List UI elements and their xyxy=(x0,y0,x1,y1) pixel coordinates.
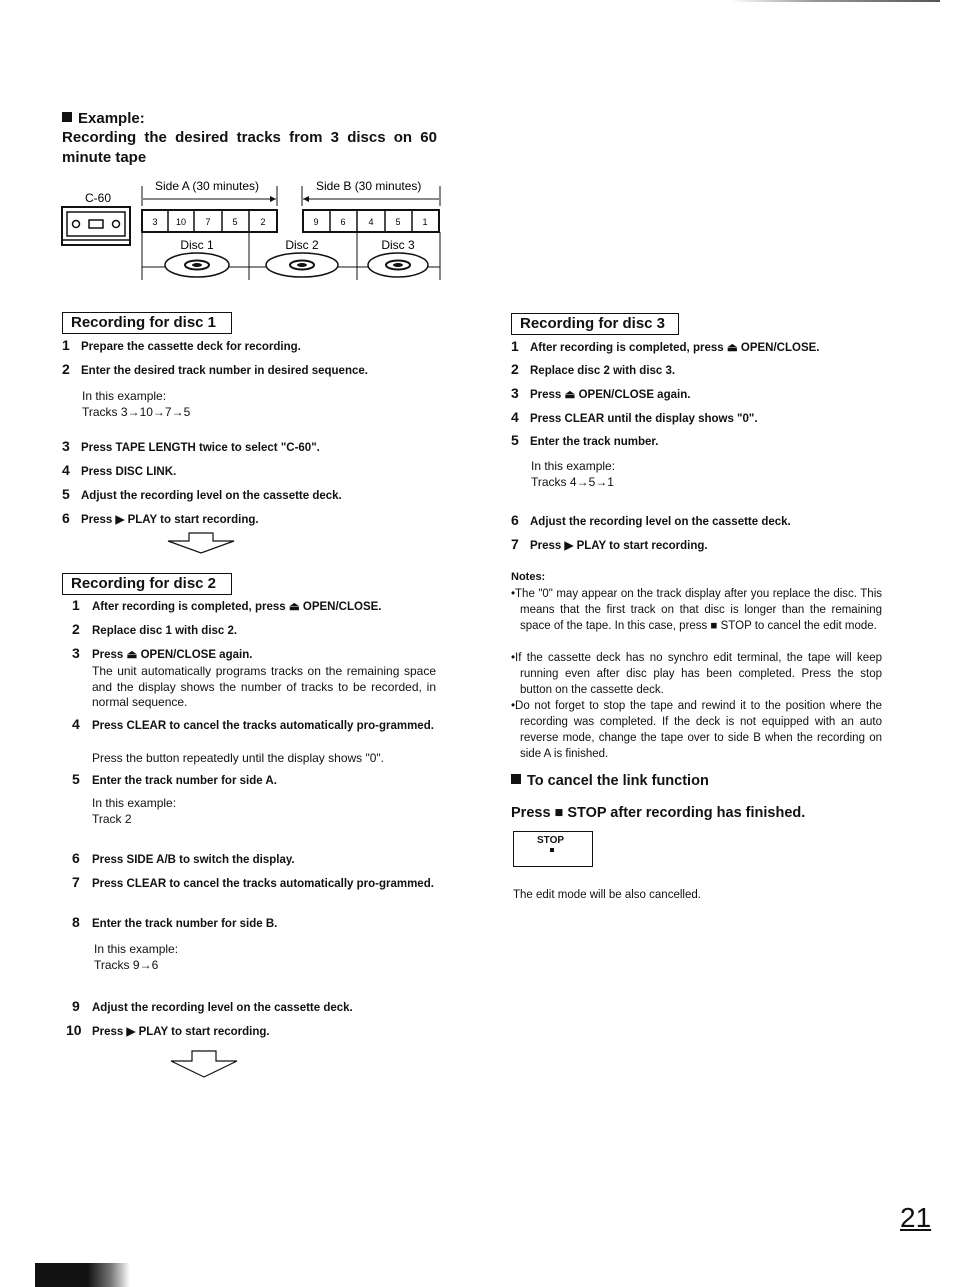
step: 2 Replace disc 1 with disc 2. xyxy=(72,621,238,637)
example-tracks: Tracks 9→6 xyxy=(94,958,159,972)
step: 4 Press CLEAR until the display shows "0". xyxy=(511,409,758,425)
bullet-square-icon xyxy=(62,112,72,122)
step: 7 Press CLEAR to cancel the tracks automatically pro-grammed. xyxy=(72,874,434,890)
example-intro: In this example: xyxy=(94,942,179,956)
example-label: Example: xyxy=(62,110,145,127)
tape-diagram xyxy=(55,176,445,286)
track-cell: 10 xyxy=(175,217,187,227)
down-arrow-icon xyxy=(165,531,237,555)
step: 6 Press SIDE A/B to switch the display. xyxy=(72,850,295,866)
step3-description: The unit automatically programs tracks on the remaining space and the display shows the number of tracks to be recorded, in normal sequence. xyxy=(92,664,436,709)
track-cell: 6 xyxy=(340,217,346,227)
example-intro: In this example: xyxy=(531,459,616,473)
note-item: •The "0" may appear on the track display after you replace the disc. This means that the first track on that disc is longer than the remaining space of the tape. In this case, press ■ STOP to cancel the edit mode. xyxy=(511,588,882,632)
track-cell: 2 xyxy=(260,217,266,227)
track-cell: 9 xyxy=(313,217,319,227)
disc-icon xyxy=(165,253,229,277)
example-tracks: Tracks 3→10→7→5 xyxy=(82,405,191,419)
scan-edge-line xyxy=(730,0,940,2)
notes-heading: Notes: xyxy=(511,571,546,583)
note-item: •Do not forget to stop the tape and rewind it to the position where the recording was completed. If the deck is not equipped with an auto reverse mode, change the tape over to side B when the recording on side A is finished. xyxy=(511,700,882,760)
track-cell: 7 xyxy=(205,217,211,227)
cancel-instruction: Press ■ STOP after recording has finished. xyxy=(511,805,806,821)
step: 3 Press ⏏ OPEN/CLOSE again. xyxy=(72,645,253,661)
step: 5 Enter the track number for side A. xyxy=(72,771,277,787)
step: 2 Enter the desired track number in desired sequence. xyxy=(62,361,368,377)
tape-label: C-60 xyxy=(85,191,112,205)
disc-1-label: Disc 1 xyxy=(180,238,214,252)
step: 1 Prepare the cassette deck for recording. xyxy=(62,337,301,353)
note-item: •If the cassette deck has no synchro edit terminal, the tape will keep running even after disc play has been completed. Press the stop button on the cassette deck. xyxy=(511,652,882,696)
track-cell: 3 xyxy=(152,217,158,227)
track-cell: 4 xyxy=(368,217,374,227)
track-cell: 5 xyxy=(232,217,238,227)
disc2-heading: Recording for disc 2 xyxy=(62,573,232,595)
disc-3-label: Disc 3 xyxy=(381,238,415,252)
disc1-heading: Recording for disc 1 xyxy=(62,312,232,334)
side-b-label: Side B (30 minutes) xyxy=(316,179,422,193)
step: 10 Press ▶ PLAY to start recording. xyxy=(66,1022,270,1038)
step: 5 Enter the track number. xyxy=(511,432,659,448)
side-b-track-boxes xyxy=(303,210,439,232)
step: 6 Press ▶ PLAY to start recording. xyxy=(62,510,259,526)
step: 7 Press ▶ PLAY to start recording. xyxy=(511,536,708,552)
side-a-track-boxes xyxy=(142,210,277,232)
step: 3 Press TAPE LENGTH twice to select "C-60". xyxy=(62,438,320,454)
stop-button-label: STOP xyxy=(537,835,565,846)
side-a-label: Side A (30 minutes) xyxy=(155,179,260,193)
stop-square-icon xyxy=(550,848,554,852)
example-title: Recording the desired tracks from 3 discs on 60 minute tape xyxy=(62,129,437,166)
step: 4 Press DISC LINK. xyxy=(62,462,177,478)
scan-edge-mark xyxy=(35,1263,130,1287)
example-tracks: Track 2 xyxy=(92,812,132,826)
example-tracks: Tracks 4→5→1 xyxy=(531,475,614,489)
step: 1 After recording is completed, press ⏏ OPEN/CLOSE. xyxy=(511,338,820,354)
bullet-square-icon xyxy=(511,774,521,784)
step: 8 Enter the track number for side B. xyxy=(72,914,278,930)
track-cell: 1 xyxy=(422,217,428,227)
step: 1 After recording is completed, press ⏏ OPEN/CLOSE. xyxy=(72,597,382,613)
cassette-icon xyxy=(62,207,130,245)
track-cell: 5 xyxy=(395,217,401,227)
example-intro: In this example: xyxy=(92,796,177,810)
step: 9 Adjust the recording level on the cassette deck. xyxy=(72,998,353,1014)
stop-button[interactable] xyxy=(513,831,593,867)
disc3-heading: Recording for disc 3 xyxy=(511,313,679,335)
page-number: 21 xyxy=(900,1202,932,1233)
disc-icon xyxy=(266,253,338,277)
example-intro: In this example: xyxy=(82,389,167,403)
cancel-heading: To cancel the link function xyxy=(511,773,709,789)
cancel-footnote: The edit mode will be also cancelled. xyxy=(513,889,701,901)
step: 5 Adjust the recording level on the cassette deck. xyxy=(62,486,342,502)
step: 6 Adjust the recording level on the cassette deck. xyxy=(511,512,791,528)
disc-icon xyxy=(368,253,428,277)
step: 4 Press CLEAR to cancel the tracks automatically pro-grammed. xyxy=(72,716,434,732)
step: 2 Replace disc 2 with disc 3. xyxy=(511,361,676,377)
step4-description: Press the button repeatedly until the display shows "0". xyxy=(92,751,385,765)
down-arrow-icon xyxy=(168,1049,240,1079)
disc-2-label: Disc 2 xyxy=(285,238,319,252)
step: 3 Press ⏏ OPEN/CLOSE again. xyxy=(511,385,691,401)
